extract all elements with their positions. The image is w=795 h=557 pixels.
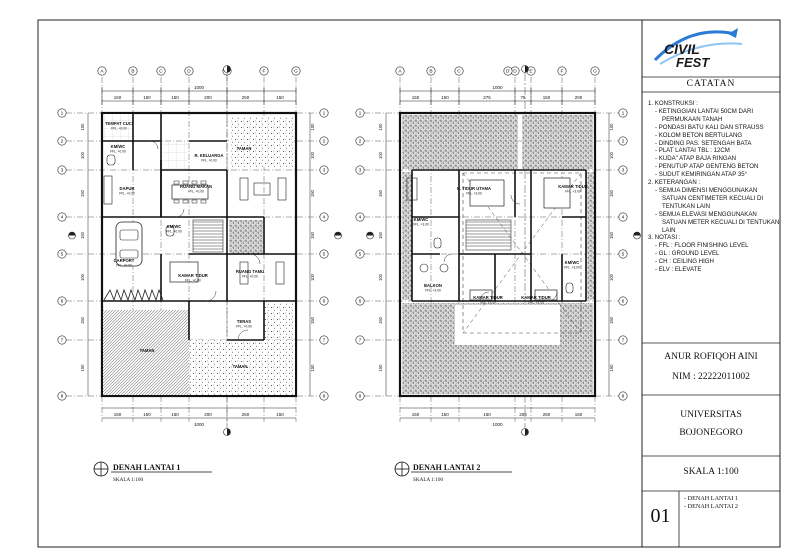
dimension-side: 150 bbox=[609, 364, 614, 372]
room-level: FFL. +0.00 bbox=[236, 324, 252, 329]
room-level: FFL. +0.00 bbox=[188, 189, 204, 194]
room-level: FFL. +0.00 bbox=[185, 278, 201, 283]
grid-row-label: 4 bbox=[621, 215, 625, 221]
room-level: FFL. +0.00 bbox=[111, 126, 127, 131]
dimension-top: 150 bbox=[276, 95, 284, 100]
dimension-side: 100 bbox=[609, 152, 614, 159]
svg-text:CIVIL: CIVIL bbox=[664, 41, 700, 57]
room-label: KAMAR TIDUR bbox=[558, 184, 588, 189]
note-item: - GL : GROUND LEVEL bbox=[655, 250, 720, 258]
dimension-top: 150 bbox=[113, 95, 122, 100]
plan-scale: SKALA 1:100 bbox=[413, 477, 444, 483]
room-label: TAMAN bbox=[232, 364, 248, 369]
grid-column-label: C bbox=[457, 69, 461, 75]
dimension-side: 100 bbox=[310, 123, 315, 131]
room-label: CARPORT bbox=[113, 258, 135, 263]
dimension-top: 75 bbox=[520, 95, 526, 100]
dimension-bottom: 150 bbox=[113, 412, 122, 417]
room-label: R. KELUARGA bbox=[194, 153, 224, 158]
side-garden-fill bbox=[264, 302, 295, 339]
room-level: FFL. +3.00 bbox=[480, 300, 496, 305]
room-level: FFL. +3.00 bbox=[425, 288, 441, 293]
room-label: TAMAN bbox=[236, 146, 252, 151]
note-item: - ELV : ELEVATE bbox=[655, 266, 702, 274]
note-item: - PONDASI BATU KALI DAN STRAUSS bbox=[655, 123, 764, 131]
plan-title: DENAH LANTAI 2 bbox=[413, 463, 481, 472]
grid-row-label: 1 bbox=[322, 111, 326, 117]
dimension-side: 150 bbox=[80, 317, 85, 324]
dimension-top: 150 bbox=[143, 95, 151, 100]
dimension-bottom: 250 bbox=[542, 412, 551, 417]
dimension-bottom: 150 bbox=[441, 412, 449, 417]
grid-row-label: 6 bbox=[358, 299, 362, 305]
toilet bbox=[107, 155, 115, 165]
dimension-top: 275 bbox=[483, 95, 491, 100]
dimension-side: 150 bbox=[609, 190, 614, 197]
dimension-top: 150 bbox=[171, 95, 179, 100]
dimension-bottom: 200 bbox=[519, 412, 527, 417]
dimension-top: 150 bbox=[441, 95, 449, 100]
construction-notes bbox=[648, 100, 780, 274]
total-dimension-bottom: 1000 bbox=[492, 422, 503, 427]
room-level: FFL. +0.00 bbox=[166, 229, 182, 234]
grid-row-label: 7 bbox=[621, 338, 625, 344]
dimension-bottom: 150 bbox=[483, 412, 491, 417]
room-label: TERAS bbox=[236, 319, 252, 324]
grid-row-label: 8 bbox=[60, 394, 64, 400]
grid-column-label: F bbox=[560, 69, 564, 75]
note-item: - KUDA" ATAP BAJA RINGAN bbox=[655, 155, 737, 163]
grid-row-label: 8 bbox=[322, 394, 326, 400]
note-section-heading: 2. KETERANGAN : bbox=[648, 179, 701, 187]
sofa bbox=[276, 262, 284, 284]
grid-row-label: 4 bbox=[322, 215, 326, 221]
grid-row-label: 8 bbox=[621, 394, 625, 400]
dimension-side: 150 bbox=[310, 317, 315, 324]
room-level: FFL. +3.00 bbox=[466, 191, 482, 196]
door-swing bbox=[444, 254, 452, 262]
dimension-side: 100 bbox=[378, 152, 383, 159]
dimension-side: 100 bbox=[80, 152, 85, 159]
grid-column-label: G bbox=[593, 69, 597, 75]
dimension-side: 150 bbox=[378, 190, 383, 197]
grid-row-label: 3 bbox=[60, 168, 64, 174]
notes-title: CATATAN bbox=[686, 79, 736, 89]
room-level: FFL. +3.00 bbox=[564, 265, 580, 270]
note-item: - SEMUA ELEVASI MENGGUNAKAN bbox=[655, 210, 757, 218]
grid-row-label: 5 bbox=[322, 252, 326, 258]
note-item: TENTUKAN LAIN bbox=[662, 202, 711, 210]
sheet-number: 01 bbox=[650, 505, 671, 527]
note-item: - PLAT LANTAI TBL : 12CM bbox=[655, 147, 730, 155]
door-swing bbox=[250, 254, 260, 264]
grid-row-label: 6 bbox=[322, 299, 326, 305]
coffee-table bbox=[254, 183, 270, 195]
author-name: ANUR ROFIQOH AINI bbox=[664, 352, 758, 362]
university-city: BOJONEGORO bbox=[679, 428, 743, 438]
grid-row-label: 2 bbox=[358, 139, 362, 145]
total-dimension-bottom: 1000 bbox=[193, 422, 205, 427]
plan-title: DENAH LANTAI 1 bbox=[113, 463, 181, 472]
room-label: DAPUR bbox=[119, 186, 135, 191]
total-dimension-top: 1000 bbox=[193, 85, 205, 90]
grid-row-label: 4 bbox=[60, 215, 64, 221]
room-level: FFL. +3.00 bbox=[413, 222, 429, 227]
grid-row-label: 5 bbox=[621, 252, 625, 258]
dimension-bottom: 200 bbox=[204, 412, 212, 417]
grid-column-label: D' bbox=[505, 68, 511, 74]
note-item: - FFL : FLOOR FINISHING LEVEL bbox=[655, 242, 749, 250]
dimension-side: 100 bbox=[378, 123, 383, 131]
grid-row-label: 3 bbox=[322, 168, 326, 174]
grid-row-label: 7 bbox=[60, 338, 64, 344]
toilet bbox=[434, 238, 441, 248]
room-label: KAMAR TIDUR bbox=[521, 295, 551, 300]
university-name: UNIVERSITAS bbox=[680, 410, 742, 420]
grid-column-label: D bbox=[513, 69, 517, 75]
room-label: KM/WC bbox=[166, 224, 182, 229]
room-level: FFL. +3.00 bbox=[565, 189, 581, 194]
note-item: - KOLOM BETON BERTULANG bbox=[655, 131, 743, 139]
dimension-side: 150 bbox=[378, 364, 383, 372]
roof-hatch bbox=[522, 115, 593, 169]
sheet-content-item: - DENAH LANTAI 2 bbox=[684, 503, 738, 510]
room-label: RUANG MAKAN bbox=[179, 184, 213, 189]
room-label: KM/WC bbox=[110, 144, 126, 149]
dimension-side: 100 bbox=[609, 274, 614, 281]
dimension-side: 150 bbox=[310, 364, 315, 372]
door-swing bbox=[206, 291, 216, 301]
dimension-bottom: 150 bbox=[171, 412, 179, 417]
room-label: RUANG TAMU bbox=[235, 269, 265, 274]
note-item: - DINDING PAS. SETENGAH BATA bbox=[655, 139, 752, 147]
room-level: FFL. +3.00 bbox=[528, 300, 544, 305]
grid-column-label: C bbox=[159, 69, 163, 75]
grid-row-label: 1 bbox=[358, 111, 362, 117]
grid-row-label: 1 bbox=[621, 111, 625, 117]
chair bbox=[440, 264, 448, 272]
note-item: LAIN bbox=[662, 226, 676, 234]
room-level: FFL. +0.00 bbox=[119, 191, 135, 196]
dimension-top: 150 bbox=[542, 95, 551, 100]
dimension-side: 100 bbox=[80, 274, 85, 281]
svg-text:FEST: FEST bbox=[676, 55, 710, 70]
plan-scale: SKALA 1:100 bbox=[113, 477, 144, 483]
dimension-top: 150 bbox=[411, 95, 420, 100]
room-cutout bbox=[455, 305, 560, 345]
dimension-bottom: 150 bbox=[411, 412, 420, 417]
plan-title-group bbox=[395, 462, 512, 483]
grid-row-label: 1 bbox=[60, 111, 64, 117]
dimension-side: 100 bbox=[378, 274, 383, 281]
floor-plan-2 bbox=[356, 66, 641, 484]
dimension-side: 150 bbox=[609, 317, 614, 324]
dimension-side: 150 bbox=[378, 317, 383, 324]
grid-column-label: E bbox=[529, 69, 533, 75]
note-item: - SEMUA DIMENSI MENGGUNAKAN bbox=[655, 186, 758, 194]
grid-row-label: 7 bbox=[322, 338, 326, 344]
student-nim: NIM : 22222011002 bbox=[672, 372, 750, 382]
grid-row-label: 5 bbox=[358, 252, 362, 258]
floor-plan-1 bbox=[58, 66, 342, 484]
dimension-top: 200 bbox=[204, 95, 212, 100]
carport-canopy bbox=[104, 290, 163, 300]
dimension-side: 150 bbox=[609, 232, 614, 239]
grid-column-label: A bbox=[100, 69, 104, 75]
door-swing bbox=[176, 209, 184, 217]
note-item: SATUAN CENTIMETER KECUALI DI bbox=[662, 194, 764, 202]
grid-row-label: 2 bbox=[60, 139, 64, 145]
note-section-heading: 3. NOTASI : bbox=[648, 234, 681, 242]
room-label: KAMAR TIDUR bbox=[178, 273, 208, 278]
dimension-side: 100 bbox=[310, 152, 315, 159]
note-item: - CH : CEILING HIGH bbox=[655, 258, 714, 266]
toilet bbox=[566, 283, 573, 293]
dimension-side: 100 bbox=[609, 123, 614, 131]
grid-row-label: 6 bbox=[621, 299, 625, 305]
dimension-side: 150 bbox=[80, 190, 85, 197]
dimension-side: 150 bbox=[378, 232, 383, 239]
sofa bbox=[240, 178, 248, 200]
sheet-content-item: - DENAH LANTAI 1 bbox=[684, 495, 738, 502]
room-level: FFL. +0.00 bbox=[116, 263, 132, 268]
grid-column-label: B bbox=[429, 69, 433, 75]
dimension-bottom: 150 bbox=[276, 412, 284, 417]
total-dimension-top: 1000 bbox=[492, 85, 503, 90]
room-label: KAMAR TIDUR bbox=[473, 295, 503, 300]
dimension-side: 150 bbox=[80, 364, 85, 372]
room-label: TAMAN bbox=[139, 348, 155, 353]
door-swing bbox=[238, 330, 248, 340]
room-level: FFL. +0.00 bbox=[242, 274, 258, 279]
staircase bbox=[466, 220, 511, 250]
room-label: K. TIDUR UTAMA bbox=[456, 186, 492, 191]
grid-column-label: B bbox=[131, 69, 135, 75]
note-section-heading: 1. KONSTRUKSI : bbox=[648, 100, 698, 107]
note-item: - KETINGGIAN LANTAI 50CM DARI bbox=[655, 107, 754, 115]
dimension-top: 250 bbox=[241, 95, 250, 100]
title-block-scale: SKALA 1:100 bbox=[683, 467, 739, 477]
roof-hatch bbox=[402, 115, 518, 169]
note-item: PERMUKAAN TANAH bbox=[662, 115, 723, 123]
grid-row-label: 3 bbox=[621, 168, 625, 174]
room-label: BALKON bbox=[424, 283, 442, 288]
dimension-bottom: 150 bbox=[574, 412, 583, 417]
sofa bbox=[278, 178, 286, 200]
kitchen-counter bbox=[104, 176, 112, 204]
room-label: TEMPAT CUCI bbox=[105, 121, 133, 126]
chair bbox=[420, 264, 428, 272]
dimension-side: 100 bbox=[80, 123, 85, 131]
room-level: FFL. +0.00 bbox=[201, 158, 217, 163]
dimension-side: 150 bbox=[310, 190, 315, 197]
sheet-contents bbox=[684, 495, 778, 511]
grid-row-label: 7 bbox=[358, 338, 362, 344]
dimension-side: 150 bbox=[310, 232, 315, 239]
note-item: - SUDUT KEMIRINGAN ATAP 35° bbox=[655, 171, 748, 179]
grid-column-label: A bbox=[398, 69, 402, 75]
grid-column-label: D bbox=[187, 69, 191, 75]
dimension-side: 100 bbox=[310, 274, 315, 281]
room-label: KM/WC bbox=[564, 260, 580, 265]
note-item: - PENUTUP ATAP GENTENG BETON bbox=[655, 163, 759, 171]
grid-column-label: G bbox=[294, 69, 298, 75]
civil-fest-logo bbox=[655, 28, 742, 70]
grid-row-label: 4 bbox=[358, 215, 362, 221]
dimension-top: 200 bbox=[574, 95, 583, 100]
grid-row-label: 2 bbox=[621, 139, 625, 145]
room-level: FFL. +0.00 bbox=[110, 149, 126, 154]
grid-column-label: F bbox=[262, 69, 266, 75]
note-item: SATUAN METER KECUALI DI TENTUKAN bbox=[662, 218, 780, 226]
plan-title-group bbox=[94, 462, 212, 483]
garden-fill bbox=[229, 220, 263, 255]
grid-row-label: 8 bbox=[358, 394, 362, 400]
grid-row-label: 3 bbox=[358, 168, 362, 174]
room-label: KM/WC bbox=[413, 217, 429, 222]
garden-fill bbox=[231, 117, 293, 167]
dimension-bottom: 250 bbox=[241, 412, 250, 417]
grid-row-label: 6 bbox=[60, 299, 64, 305]
door-swing bbox=[150, 141, 158, 149]
grid-row-label: 2 bbox=[322, 139, 326, 145]
dimension-side: 150 bbox=[80, 232, 85, 239]
grid-row-label: 5 bbox=[60, 252, 64, 258]
dimension-bottom: 150 bbox=[143, 412, 151, 417]
